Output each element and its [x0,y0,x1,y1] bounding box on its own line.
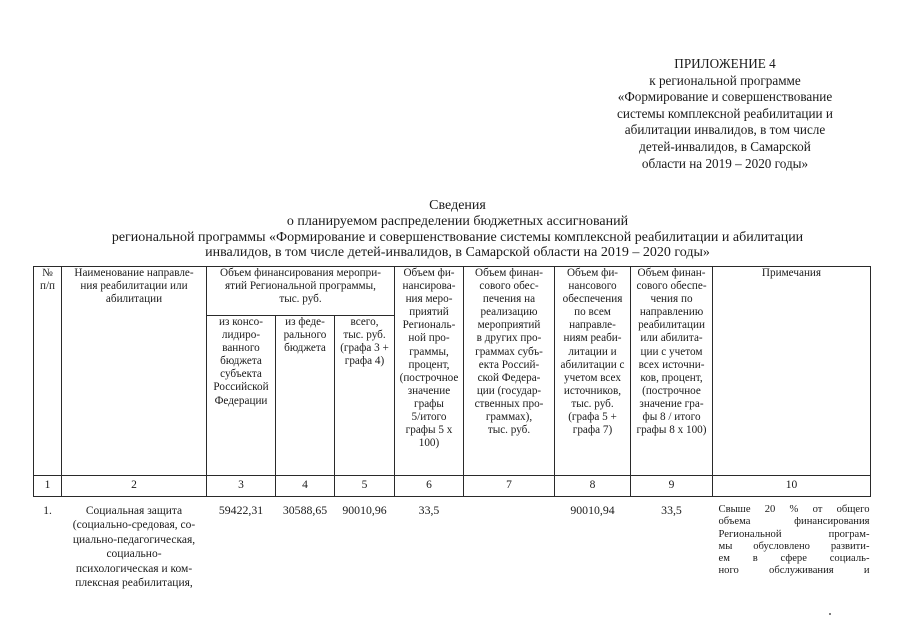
appendix-line: «Формирование и совершенствование [617,89,833,105]
cell-line: ции с учетом [640,345,703,358]
cell-line: по всем [574,306,611,319]
row-percent-all-sources: 33,5 [661,504,682,517]
cell-line: ния меро- [405,293,453,306]
column-number: 9 [631,476,713,497]
cell-line: в других про- [476,332,542,345]
cell-line: Объем фи- [566,267,619,279]
cell-line: из консо- [219,316,263,328]
table-divider [34,497,871,505]
cell-line: (графа 5 + [568,411,617,424]
cell-line: ной про- [408,332,450,345]
cell-line: графа 4) [344,355,385,368]
cell-line: всех источни- [638,358,705,371]
cell-line: № [42,267,53,279]
note-line: ного обслуживания и [718,565,870,577]
heading-line: о планируемом распределении бюджетных ассигнований [286,213,629,229]
cell-line: Объем фи- [403,267,455,279]
column-number: 1 [34,476,62,497]
column-number: 10 [713,476,871,497]
cell-line: граммы, [409,345,449,358]
cell-line: психологическая и ком- [75,562,193,575]
cell-line: Социальная защита [85,505,183,517]
cell-line: процент, [408,358,450,371]
cell-line: нансового [568,280,617,293]
heading-line: инвалидов, в том числе детей-инвалидов, в Самарской области на 2019 – 2020 годы» [205,245,710,261]
header-group-financing [207,267,395,316]
cell-line: печения на [482,293,536,306]
cell-line: екта Россий- [478,358,540,371]
cell-line: или абилита- [640,332,703,345]
cell-line: сового обес- [479,280,539,293]
cell-line: Объем финан- [637,267,706,279]
row-regional-budget: 59422,31 [218,504,264,517]
column-number: 2 [62,476,207,497]
cell-line: мероприятий [477,319,541,332]
cell-line: циально-педагогическая, [72,533,196,546]
cell-line: графы 8 х 100) [636,424,707,437]
appendix-line: детей-инвалидов, в Самарской [639,138,811,154]
appendix-line: к региональной программе [649,72,801,88]
row-percent-program: 33,5 [418,504,440,517]
cell-line: реализацию [480,306,538,319]
row-total-all-sources: 90010,94 [570,504,615,517]
cell-line: бюджета [220,355,262,368]
header-col-other-programs [464,267,555,476]
cell-line: учетом всех [564,371,621,384]
note-line: объема финансирования [718,516,870,528]
cell-line: абилитации с [560,358,625,371]
cell-line: реабилитации [638,319,705,332]
cell-line: Примечания [761,267,822,279]
header-col-total-all-sources [555,267,631,476]
cell-line: ственных про- [474,397,544,410]
cell-line: социально- [106,548,162,561]
note-line: Региональной програм- [718,528,870,540]
cell-line: рального [283,329,327,342]
cell-line: Объем финан- [474,267,544,279]
cell-line: (построчное [642,384,701,397]
column-number: 5 [335,476,395,497]
cell-line: сового обеспе- [636,280,707,293]
cell-line: Наименование направле- [74,267,194,279]
header-col-percent-all-sources [631,267,713,476]
cell-line: ятий Региональной программы, [225,280,376,293]
cell-line: нансирова- [402,280,456,293]
cell-line: тыс. руб. [571,397,614,410]
header-col-number [34,267,62,476]
cell-line: тыс. руб. [279,293,322,306]
cell-line: графы 5 х [405,424,453,437]
appendix-line: абилитации инвалидов, в том числе [624,122,826,138]
cell-line: тыс. руб. [343,329,386,342]
cell-line: плексная реабилитация, [75,577,193,590]
cell-line: ниям реаби- [563,332,622,345]
cell-line: графы [414,397,444,410]
cell-line: значение [407,384,451,397]
cell-line: приятий [409,306,449,319]
cell-line: ции (государ- [476,384,542,397]
header-col-federal-budget [276,316,335,476]
cell-line: тыс. руб. [487,424,531,437]
row-number: 1. [43,505,52,517]
cell-line: источников, [563,384,622,397]
header-col-total [335,316,395,476]
cell-line: п/п [39,280,56,293]
cell-line: лидиро- [221,329,261,342]
note-line: ем в сфере социаль- [718,553,870,565]
cell-line: бюджета [284,342,326,355]
column-number: 3 [207,476,276,497]
header-col-percent-program [395,267,464,476]
cell-line: (социально-средовая, со- [72,519,196,532]
row-federal-budget: 30588,65 [282,504,328,517]
cell-line: обеспечения [562,293,623,306]
row-other-programs [464,504,555,590]
cell-line: ской Федера- [477,371,541,384]
row-notes [713,504,871,590]
cell-line: 5/итого [411,411,447,424]
header-col-regional-budget [207,316,276,476]
cell-line: всего, [350,316,379,328]
cell-line: фы 8 / итого [642,411,701,424]
appendix-block [560,56,890,172]
column-number: 8 [555,476,631,497]
column-number-row [34,476,871,497]
cell-line: субъекта [220,368,262,381]
table-row [34,504,871,590]
note-line: Свыше 20 % от общего [718,504,870,515]
cell-line: графа 7) [572,424,613,437]
cell-line: направле- [569,319,616,332]
note-line: мы обусловлено развити- [718,540,870,552]
cell-line: направлению [639,306,704,319]
header-col-notes [713,267,871,476]
cell-line: ков, процент, [640,371,703,384]
row-direction-name [62,504,207,590]
heading-title: Сведения [429,198,486,213]
column-number: 7 [464,476,555,497]
cell-line: Федерации [214,394,268,407]
column-number: 4 [276,476,335,497]
cell-line: (графа 3 + [340,342,389,355]
cell-line: граммах), [485,411,533,424]
cell-line: чения по [650,293,693,306]
cell-line: Российской [213,381,269,394]
cell-line: из феде- [285,316,325,328]
cell-line: 100) [418,437,440,450]
cell-line: литации и [568,345,617,358]
budget-allocation-table [33,266,871,590]
cell-line: значение гра- [639,397,704,410]
cell-line: Объем финансирования меропри- [220,267,381,279]
cell-line: граммах субъ- [475,345,543,358]
cell-line: Региональ- [402,319,456,332]
column-number: 6 [395,476,464,497]
appendix-line: области на 2019 – 2020 годы» [641,155,809,171]
cell-line: ванного [222,342,260,355]
document-heading [30,198,885,261]
scan-speck [829,613,831,615]
header-col-direction [62,267,207,476]
appendix-line: системы комплексной реабилитации и [617,105,833,121]
cell-line: (построчное [399,371,459,384]
row-total: 90010,96 [342,504,387,517]
cell-line: абилитации [105,293,163,306]
heading-line: региональной программы «Формирование и совершенствование системы комплексной реабилитации и абилитации [111,229,804,245]
appendix-title: ПРИЛОЖЕНИЕ 4 [674,56,776,71]
cell-line: ния реабилитации или [80,280,188,293]
